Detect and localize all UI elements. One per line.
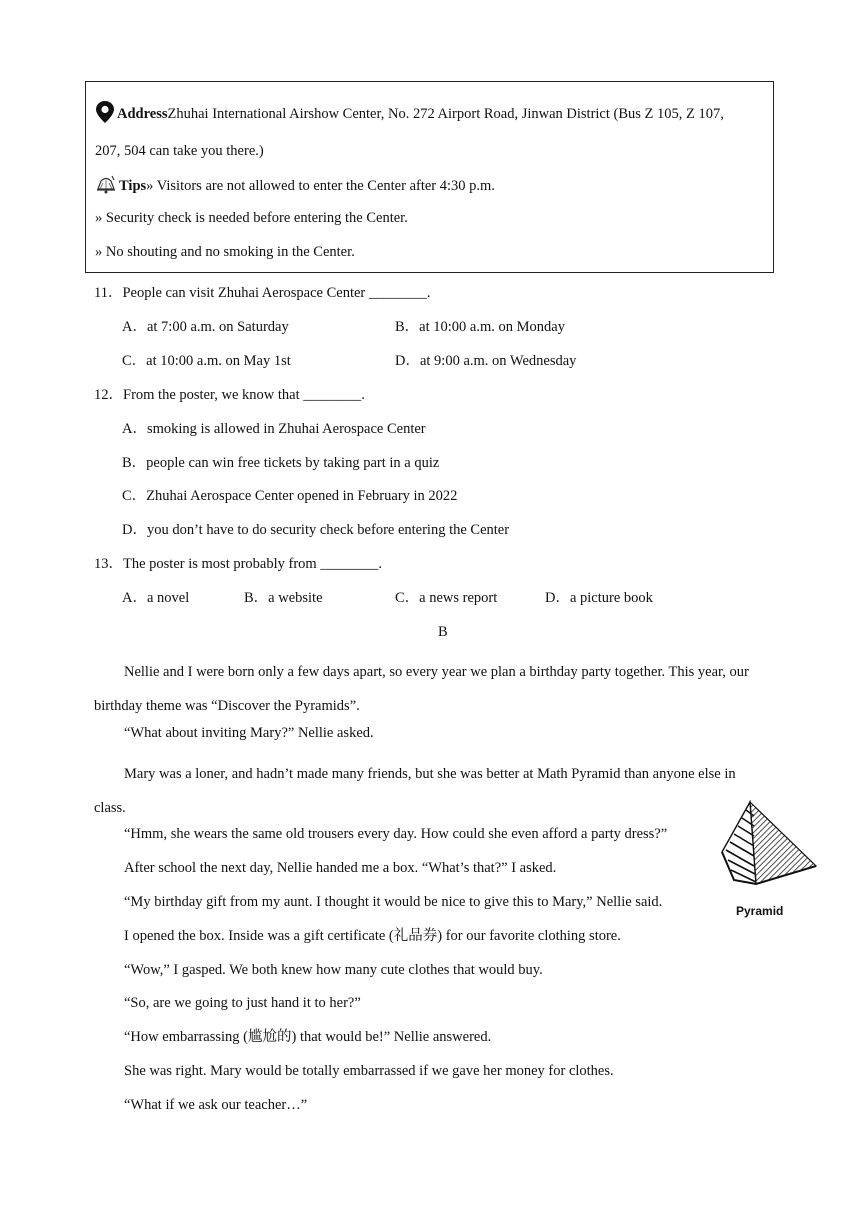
- tips-bell-icon: [95, 174, 117, 200]
- question-12-option-a[interactable]: A．smoking is allowed in Zhuhai Aerospace Center: [122, 421, 426, 437]
- passage-paragraph-5: After school the next day, Nellie handed me a box. “What’s that?” I asked.: [124, 860, 557, 876]
- address-text-cont: 207, 504 can take you there.): [95, 143, 264, 159]
- question-11-option-b[interactable]: B．at 10:00 a.m. on Monday: [395, 319, 565, 335]
- question-12-option-c[interactable]: C．Zhuhai Aerospace Center opened in February in 2022: [122, 488, 458, 504]
- passage-paragraph-1: Nellie and I were born only a few days apart, so every year we plan a birthday party together. This year, our birthday theme was “Discover the Pyramids”.: [94, 664, 749, 714]
- question-12-stem: 12．From the poster, we know that ________.: [94, 387, 365, 403]
- tips-label: Tips: [119, 178, 147, 194]
- tips-line: [95, 174, 495, 200]
- address-text: Zhuhai International Airshow Center, No. 272 Airport Road, Jinwan District (Bus Z 105, Z 107,: [167, 106, 724, 122]
- passage-paragraph-2: “What about inviting Mary?” Nellie asked.: [124, 725, 374, 741]
- question-11-option-c[interactable]: C．at 10:00 a.m. on May 1st: [122, 353, 291, 369]
- passage-paragraph-9: “So, are we going to just hand it to her?”: [124, 995, 361, 1011]
- poster-info-box: [85, 81, 774, 273]
- question-13-option-b[interactable]: B．a website: [244, 590, 323, 606]
- question-11-option-d[interactable]: D．at 9:00 a.m. on Wednesday: [395, 353, 577, 369]
- tips-text-2: » Security check is needed before entering the Center.: [95, 210, 408, 226]
- tips-text-1: » Visitors are not allowed to enter the Center after 4:30 p.m.: [146, 178, 495, 194]
- passage-paragraph-6: “My birthday gift from my aunt. I thought it would be nice to give this to Mary,” Nellie said.: [124, 894, 663, 910]
- question-12-option-b[interactable]: B．people can win free tickets by taking part in a quiz: [122, 455, 440, 471]
- question-11-option-a[interactable]: A．at 7:00 a.m. on Saturday: [122, 319, 289, 335]
- question-13-option-d[interactable]: D．a picture book: [545, 590, 653, 606]
- question-12-option-d[interactable]: D．you don’t have to do security check before entering the Center: [122, 522, 510, 538]
- section-b-heading: B: [438, 624, 448, 640]
- question-13-option-a[interactable]: A．a novel: [122, 590, 190, 606]
- question-11-stem: 11．People can visit Zhuhai Aerospace Center ________.: [94, 285, 431, 301]
- location-pin-icon: [95, 100, 115, 130]
- question-13-option-c[interactable]: C．a news report: [395, 590, 498, 606]
- question-13-stem: 13．The poster is most probably from ________.: [94, 556, 382, 572]
- pyramid-caption: Pyramid: [736, 904, 784, 918]
- passage-paragraph-7: I opened the box. Inside was a gift certificate (礼品券) for our favorite clothing store.: [124, 928, 621, 944]
- address-label: Address: [117, 106, 168, 122]
- passage-paragraph-4: “Hmm, she wears the same old trousers every day. How could she even afford a party dress?”: [124, 826, 668, 842]
- passage-paragraph-11: She was right. Mary would be totally embarrassed if we gave her money for clothes.: [124, 1063, 614, 1079]
- passage-paragraph-3: Mary was a loner, and hadn’t made many friends, but she was better at Math Pyramid than anyone else in class.: [94, 766, 736, 816]
- address-line: [95, 100, 724, 130]
- passage-paragraph-8: “Wow,” I gasped. We both knew how many cute clothes that would buy.: [124, 962, 543, 978]
- passage-paragraph-10: “How embarrassing (尴尬的) that would be!” Nellie answered.: [124, 1029, 492, 1045]
- tips-text-3: » No shouting and no smoking in the Center.: [95, 244, 355, 260]
- passage-paragraph-12: “What if we ask our teacher…”: [124, 1097, 308, 1113]
